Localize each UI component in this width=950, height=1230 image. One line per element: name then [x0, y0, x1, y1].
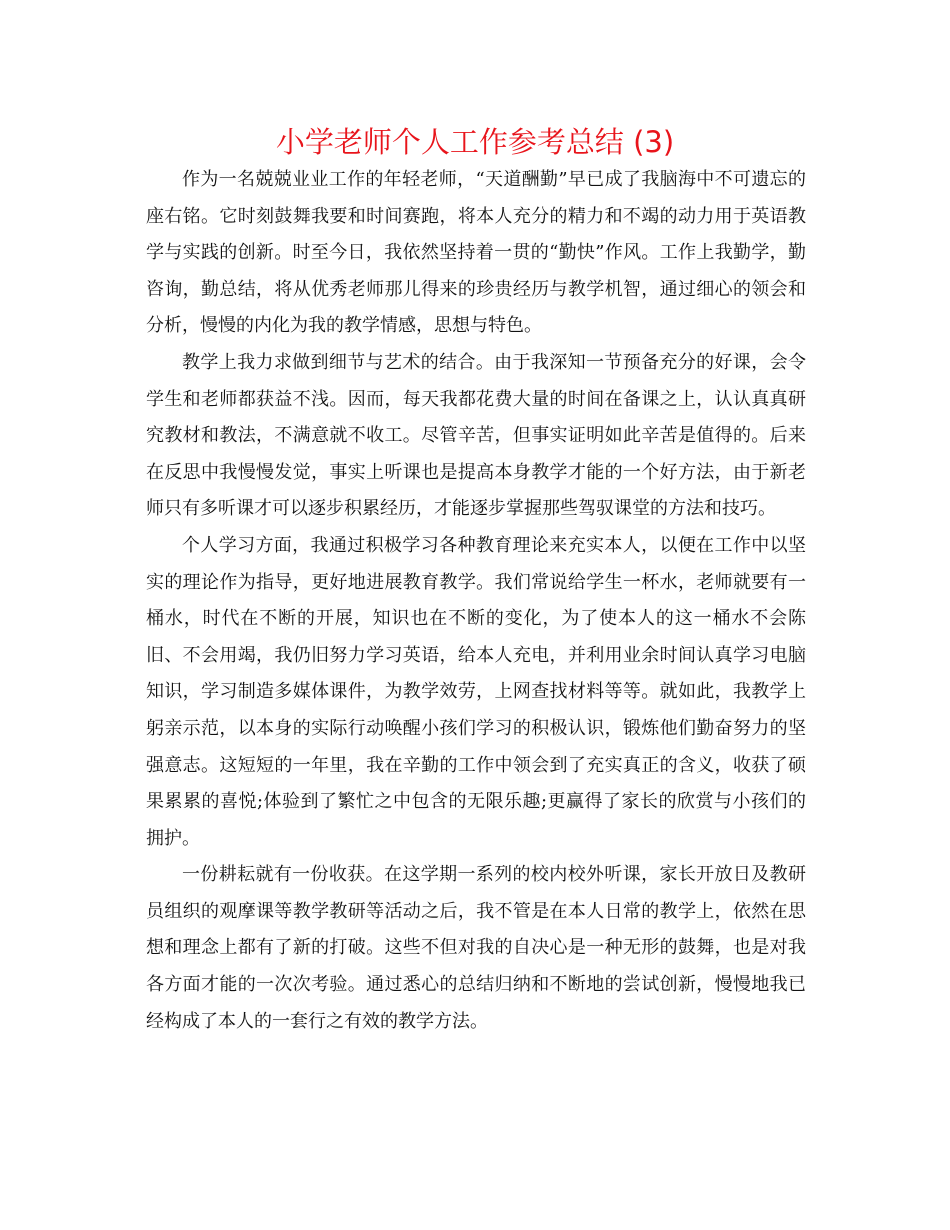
document-body [146, 162, 806, 1040]
paragraph-2: 教学上我力求做到细节与艺术的结合。由于我深知一节预备充分的好课，会令学生和老师都获益不浅。因而，每天我都花费大量的时间在备课之上，认认真真研究教材和教法，不满意就不收工。尽管辛苦，但事实证明如此辛苦是值得的。后来在反思中我慢慢发觉，事实上听课也是提高本身教学才能的一个好方法，由于新老师只有多听课才可以逐步积累经历，才能逐步掌握那些驾驭课堂的方法和技巧。 [146, 351, 806, 520]
paragraph-1: 作为一名兢兢业业工作的年轻老师，“天道酬勤”早已成了我脑海中不可遗忘的座右铭。它时刻鼓舞我要和时间赛跑，将本人充分的精力和不竭的动力用于英语教学与实践的创新。时至今日，我依然坚持着一贯的“勤快”作风。工作上我勤学，勤咨询，勤总结，将从优秀老师那儿得来的珍贵经历与教学机智，通过细心的领会和分析，慢慢的内化为我的教学情感，思想与特色。 [146, 169, 806, 337]
paragraph-3: 个人学习方面，我通过积极学习各种教育理论来充实本人，以便在工作中以坚实的理论作为指导，更好地进展教育教学。我们常说给学生一杯水，老师就要有一桶水，时代在不断的开展，知识也在不断的变化，为了使本人的这一桶水不会陈旧、不会用竭，我仍旧努力学习英语，给本人充电，并利用业余时间认真学习电脑知识，学习制造多媒体课件，为教学效劳，上网查找材料等等。就如此，我教学上躬亲示范，以本身的实际行动唤醒小孩们学习的积极认识，锻炼他们勤奋努力的坚强意志。这短短的一年里，我在辛勤的工作中领会到了充实真正的含义，收获了硕果累累的喜悦;体验到了繁忙之中包含的无限乐趣;更赢得了家长的欣赏与小孩们的拥护。 [146, 534, 806, 849]
document-title: 小学老师个人工作参考总结 (3) [275, 125, 675, 159]
paragraph-4: 一份耕耘就有一份收获。在这学期一系列的校内校外听课，家长开放日及教研员组织的观摩课等教学教研等活动之后，我不管是在本人日常的教学上，依然在思想和理念上都有了新的打破。这些不但对我的自决心是一种无形的鼓舞，也是对我各方面才能的一次次考验。通过悉心的总结归纳和不断地的尝试创新，慢慢地我已经构成了本人的一套行之有效的教学方法。 [146, 864, 806, 1032]
